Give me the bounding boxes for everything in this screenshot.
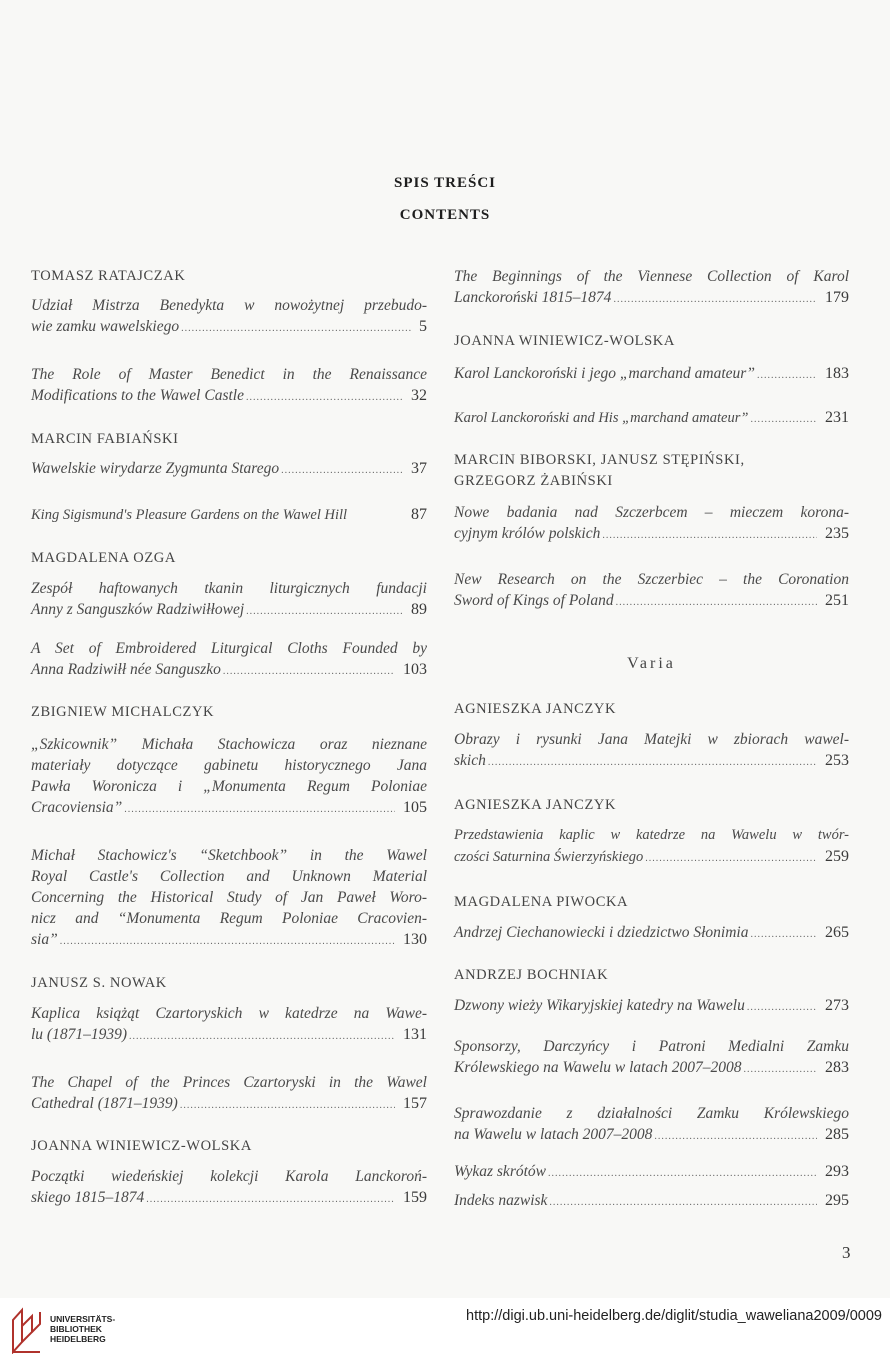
page-ref: 235 xyxy=(825,525,849,542)
toc-entry[interactable]: Sponsorzy, Darczyńcy i Patroni Medialni Zamku Królewskiego na Wawelu w latach 2007–2008 ..... 283 xyxy=(454,1036,849,1080)
viewer-footer xyxy=(0,1298,890,1363)
author-name: AGNIESZKA JANCZYK xyxy=(454,797,617,813)
section-heading-varia: Varia xyxy=(627,655,676,672)
toc-entry[interactable]: The Beginnings of the Viennese Collection of Karol Lanckoroński 1815–1874 ..... 179 xyxy=(454,266,849,310)
toc-entry[interactable]: Andrzej Ciechanowiecki i dziedzictwo Słonimia ..... 265 xyxy=(454,922,849,945)
library-name: UNIVERSITÄTS- BIBLIOTHEK HEIDELBERG xyxy=(50,1314,116,1344)
toc-entry[interactable]: Udział Mistrza Benedykta w nowożytnej przebudo- wie zamku wawelskiego ..... 5 xyxy=(31,295,427,339)
toc-entry[interactable]: Michał Stachowicz's “Sketchbook” in the Wawel Royal Castle's Collection and Unknown Material Concerning the Historical Study of Jan Paweł Woro- nicz and “Monumenta Regum Poloniae Cracovien- sia” ..... 130 xyxy=(31,845,427,952)
author-name: GRZEGORZ ŻABIŃSKI xyxy=(454,473,613,489)
page-ref: 259 xyxy=(825,848,849,865)
page-ref: 103 xyxy=(403,661,427,678)
page-ref: 295 xyxy=(825,1192,849,1209)
source-url-link[interactable]: http://digi.ub.uni-heidelberg.de/diglit/studia_waweliana2009/0009 xyxy=(466,1308,882,1324)
page-ref: 265 xyxy=(825,924,849,941)
page-ref: 89 xyxy=(411,601,427,618)
page-ref: 131 xyxy=(403,1026,427,1043)
toc-entry[interactable]: Kaplica książąt Czartoryskich w katedrze na Wawe- lu (1871–1939) ..... 131 xyxy=(31,1003,427,1047)
toc-entry[interactable]: Sprawozdanie z działalności Zamku Królewskiego na Wawelu w latach 2007–2008 ..... 285 xyxy=(454,1103,849,1147)
page-ref: 159 xyxy=(403,1189,427,1206)
page-ref: 87 xyxy=(411,506,427,523)
toc-entry[interactable]: Wykaz skrótów ..... 293 xyxy=(454,1161,849,1184)
toc-entry[interactable]: Karol Lanckoroński i jego „marchand amateur” ..... 183 xyxy=(454,363,849,386)
toc-entry[interactable]: Wawelskie wirydarze Zygmunta Starego ..... 37 xyxy=(31,458,427,481)
author-name: JOANNA WINIEWICZ-WOLSKA xyxy=(31,1138,252,1154)
library-logo-icon[interactable] xyxy=(10,1306,42,1354)
author-name: TOMASZ RATAJCZAK xyxy=(31,268,186,284)
author-name: ZBIGNIEW MICHALCZYK xyxy=(31,704,215,720)
author-name: JANUSZ S. NOWAK xyxy=(31,975,167,991)
page-ref: 285 xyxy=(825,1126,849,1143)
toc-entry[interactable]: Obrazy i rysunki Jana Matejki w zbiorach wawel- skich ..... 253 xyxy=(454,729,849,773)
author-name: ANDRZEJ BOCHNIAK xyxy=(454,967,609,983)
author-name: MAGDALENA PIWOCKA xyxy=(454,894,629,910)
page-ref: 253 xyxy=(825,752,849,769)
author-name: AGNIESZKA JANCZYK xyxy=(454,701,617,717)
page-ref: 183 xyxy=(825,365,849,382)
page-number: 3 xyxy=(842,1243,851,1262)
author-name: MAGDALENA OZGA xyxy=(31,550,176,566)
page-ref: 251 xyxy=(825,592,849,609)
page-ref: 105 xyxy=(403,799,427,816)
page-ref: 231 xyxy=(825,409,849,426)
page-ref: 37 xyxy=(411,460,427,477)
toc-entry[interactable]: Karol Lanckoroński and His „marchand amateur” ..... 231 xyxy=(454,407,849,430)
toc-entry[interactable]: Zespół haftowanych tkanin liturgicznych fundacji Anny z Sanguszków Radziwiłłowej ..... 89 xyxy=(31,578,427,622)
page-ref: 293 xyxy=(825,1163,849,1180)
toc-entry[interactable]: The Chapel of the Princes Czartoryski in the Wawel Cathedral (1871–1939) ..... 157 xyxy=(31,1072,427,1116)
page-ref: 5 xyxy=(419,318,427,335)
page-ref: 32 xyxy=(411,387,427,404)
author-name: MARCIN FABIAŃSKI xyxy=(31,431,179,447)
page-ref: 273 xyxy=(825,997,849,1014)
toc-entry[interactable]: Przedstawienia kaplic w katedrze na Wawelu w twór- czości Saturnina Świerzyńskiego ..... 259 xyxy=(454,825,849,869)
heading-english: CONTENTS xyxy=(399,207,491,223)
toc-entry[interactable]: Nowe badania nad Szczerbcem – mieczem korona- cyjnym królów polskich ..... 235 xyxy=(454,502,849,546)
page-ref: 157 xyxy=(403,1095,427,1112)
author-name: MARCIN BIBORSKI, JANUSZ STĘPIŃSKI, xyxy=(454,452,745,468)
toc-entry[interactable]: Dzwony wieży Wikaryjskiej katedry na Wawelu ..... 273 xyxy=(454,995,849,1018)
toc-entry[interactable]: A Set of Embroidered Liturgical Cloths Founded by Anna Radziwiłł née Sanguszko ..... 103 xyxy=(31,638,427,682)
page-ref: 179 xyxy=(825,289,849,306)
toc-entry[interactable]: The Role of Master Benedict in the Renaissance Modifications to the Wawel Castle ..... 32 xyxy=(31,364,427,408)
heading-polish: SPIS TREŚCI xyxy=(393,175,497,191)
toc-entry[interactable]: Początki wiedeńskiej kolekcji Karola Lanckoroń- skiego 1815–1874 ..... 159 xyxy=(31,1166,427,1210)
author-name: JOANNA WINIEWICZ-WOLSKA xyxy=(454,333,675,349)
toc-entry[interactable]: New Research on the Szczerbiec – the Coronation Sword of Kings of Poland ..... 251 xyxy=(454,569,849,613)
toc-entry[interactable]: Indeks nazwisk ..... 295 xyxy=(454,1190,849,1213)
toc-entry[interactable]: „Szkicownik” Michała Stachowicza oraz nieznane materiały dotyczące gabinetu historycznego Jana Pawła Woronicza i „Monumenta Regum Poloniae Cracoviensia” ..... 105 xyxy=(31,734,427,820)
page-ref: 130 xyxy=(403,931,427,948)
page-ref: 283 xyxy=(825,1059,849,1076)
toc-entry[interactable]: King Sigismund's Pleasure Gardens on the Wawel Hill 87 xyxy=(31,506,427,523)
